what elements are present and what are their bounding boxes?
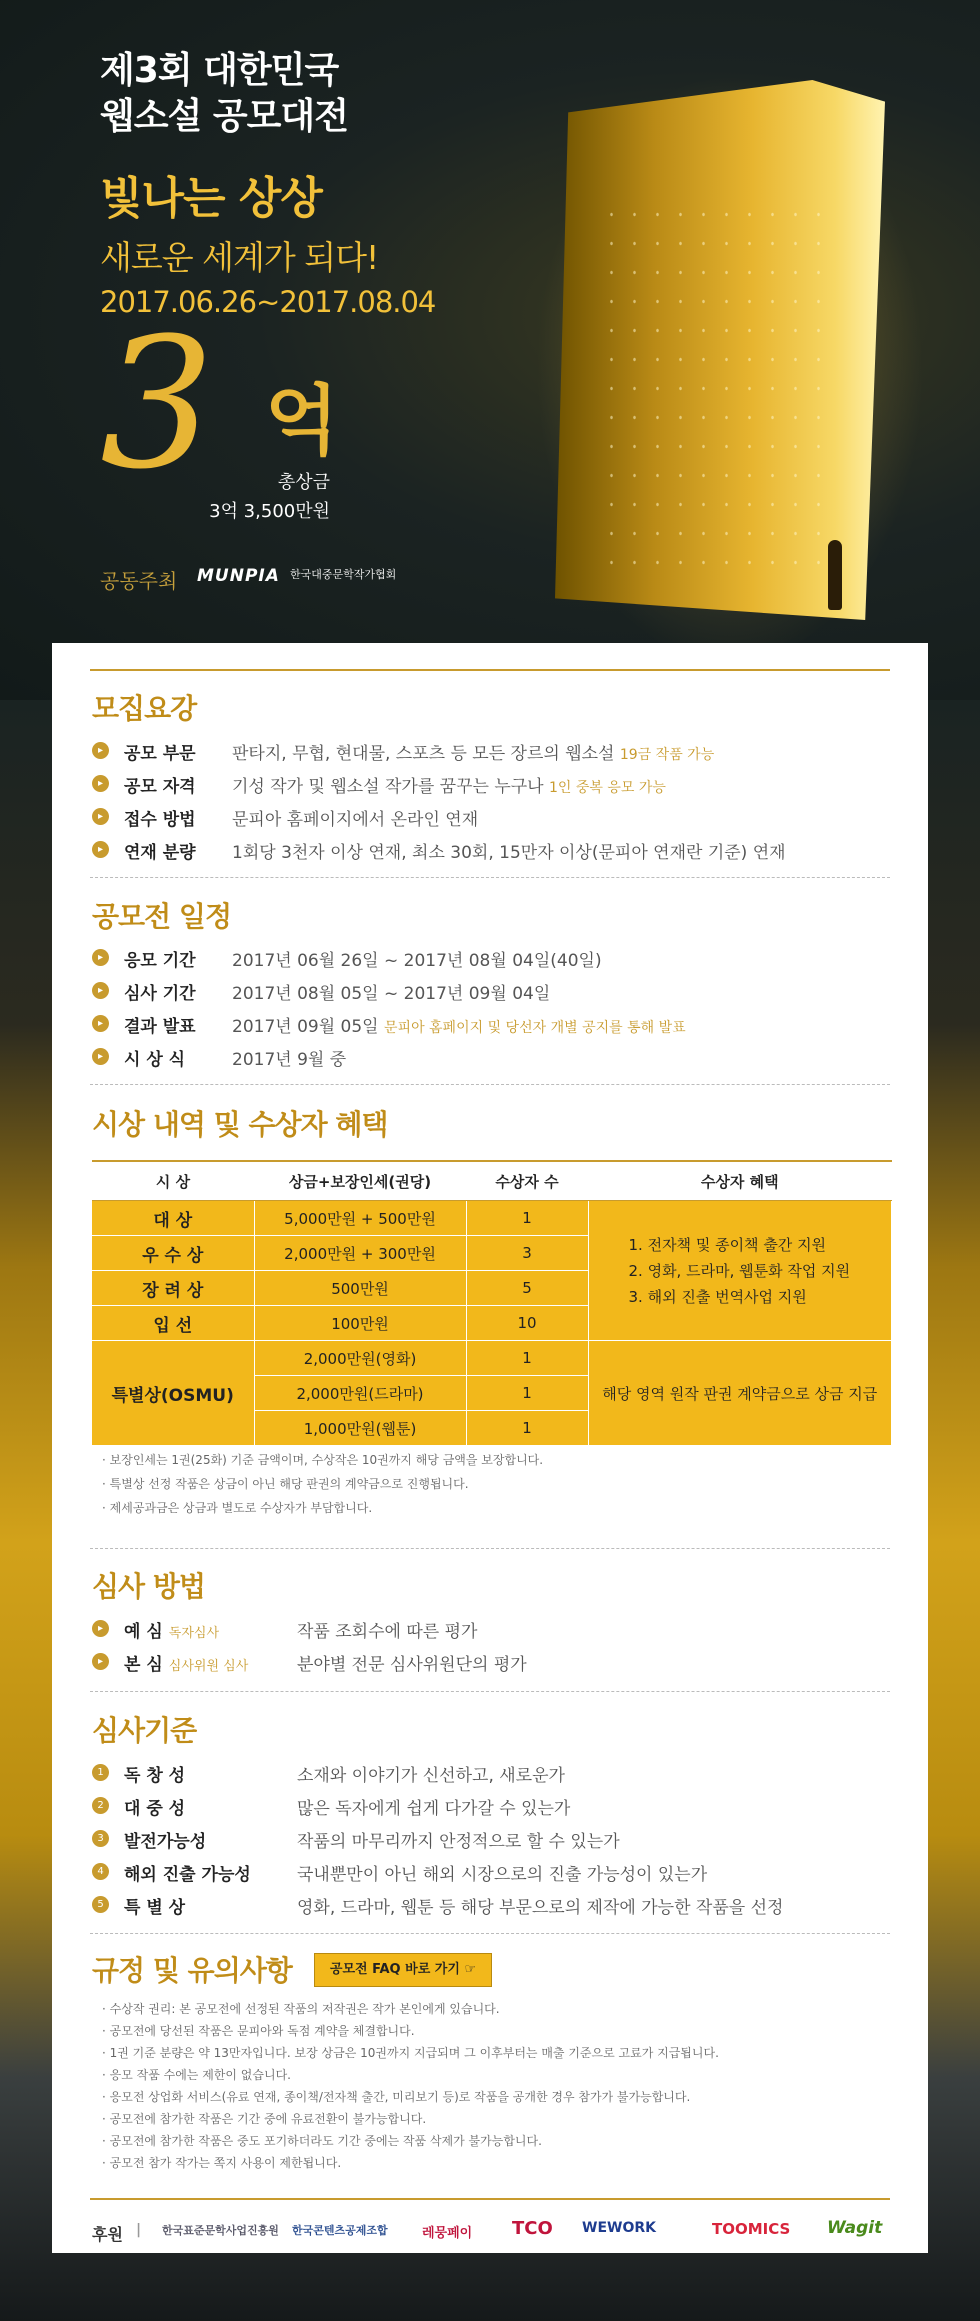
criteria-label: 독 창 성 xyxy=(124,1766,186,1786)
sponsors-row xyxy=(92,2216,892,2256)
award-count: 3 xyxy=(466,1236,588,1271)
recruit-label: 공모 자격 xyxy=(124,777,196,797)
list-item: · 응모전 상업화 서비스(유료 연재, 종이책/전자책 출간, 미리보기 등)로 작품을 공개한 경우 참가가 불가능합니다. xyxy=(102,2090,691,2104)
contest-period: 2017.06.26~2017.08.04 xyxy=(100,285,436,319)
recruit-label: 연재 분량 xyxy=(124,843,196,863)
chevron-right-icon: ▸ xyxy=(92,841,109,858)
sponsor-logo[interactable]: 한국콘텐츠공제조합 xyxy=(292,2224,388,2237)
award-amount: 2,000만원(드라마) xyxy=(254,1376,466,1411)
contest-title-line1: 제3회 대한민국 xyxy=(100,50,339,91)
schedule-label: 결과 발표 xyxy=(124,1017,196,1037)
number-badge-icon: 5 xyxy=(92,1896,109,1913)
awards-table xyxy=(92,1160,892,1446)
judging-title: 심사 방법 xyxy=(92,1570,205,1603)
judging-value: 분야별 전문 심사위원단의 평가 xyxy=(297,1655,527,1675)
chevron-right-icon: ▸ xyxy=(92,1048,109,1065)
award-count: 5 xyxy=(466,1271,588,1306)
table-header: 수상자 수 xyxy=(466,1161,588,1201)
faq-link-button[interactable]: 공모전 FAQ 바로 가기 ☞ xyxy=(314,1953,492,1987)
criteria-value: 많은 독자에게 쉽게 다가갈 수 있는가 xyxy=(297,1799,571,1819)
list-item: · 1권 기준 분량은 약 13만자입니다. 보장 상금은 10권까지 지급되며 그 이후부터는 매출 기준으로 고료가 지급됩니다. xyxy=(102,2046,719,2060)
award-amount: 5,000만원 + 500만원 xyxy=(254,1201,466,1236)
recruit-label: 공모 부문 xyxy=(124,744,196,764)
prize-big-number: 3 xyxy=(100,300,215,509)
award-count: 1 xyxy=(466,1201,588,1236)
award-name: 장 려 상 xyxy=(92,1271,254,1306)
table-header-row xyxy=(92,1161,892,1201)
prize-unit: 억 xyxy=(265,376,339,465)
schedule-value: 2017년 9월 중 xyxy=(232,1050,347,1070)
sponsor-logo[interactable]: Wagit xyxy=(827,2218,883,2238)
chevron-right-icon: ▸ xyxy=(92,742,109,759)
award-amount: 1,000만원(웹툰) xyxy=(254,1411,466,1446)
schedule-value: 2017년 08월 05일 ~ 2017년 09월 04일 xyxy=(232,984,551,1004)
criteria-value: 국내뿐만이 아닌 해외 시장으로의 진출 가능성이 있는가 xyxy=(297,1865,708,1885)
number-badge-icon: 3 xyxy=(92,1830,109,1847)
sponsor-logo[interactable]: 한국표준문학사업진흥원 xyxy=(162,2224,279,2237)
schedule-value: 2017년 09월 05일 문피아 홈페이지 및 당선자 개별 공지를 통해 발표 xyxy=(232,1017,686,1037)
sponsor-logo[interactable]: TCO xyxy=(512,2218,553,2239)
pointer-hand-icon: ☞ xyxy=(464,1962,477,1977)
criteria-value: 소재와 이야기가 신선하고, 새로운가 xyxy=(297,1766,565,1786)
award-count: 1 xyxy=(466,1341,588,1376)
criteria-value: 영화, 드라마, 웹툰 등 해당 부문으로의 제작에 가능한 작품을 선정 xyxy=(297,1898,784,1918)
sparkle-particles xyxy=(600,200,840,580)
schedule-label: 심사 기간 xyxy=(124,984,196,1004)
list-item: · 수상작 권리: 본 공모전에 선정된 작품의 저작권은 작가 본인에게 있습니다. xyxy=(102,2002,500,2016)
chevron-right-icon: ▸ xyxy=(92,775,109,792)
sponsor-label: 후원 xyxy=(92,2225,123,2244)
total-prize-label: 총상금 xyxy=(277,472,330,493)
divider xyxy=(90,877,890,878)
slogan-sub: 새로운 세계가 되다! xyxy=(100,238,379,277)
table-row xyxy=(92,1201,892,1236)
table-header: 상금+보장인세(권당) xyxy=(254,1161,466,1201)
criteria-title: 심사기준 xyxy=(92,1714,197,1747)
judging-label: 예 심 독자심사 xyxy=(124,1622,219,1642)
table-header: 시 상 xyxy=(92,1161,254,1201)
chevron-right-icon: ▸ xyxy=(92,1653,109,1670)
award-name: 대 상 xyxy=(92,1201,254,1236)
criteria-label: 대 중 성 xyxy=(124,1799,186,1819)
list-item: · 공모전 참가 작가는 쪽지 사용이 제한됩니다. xyxy=(102,2156,342,2170)
recruit-value: 판타지, 무협, 현대물, 스포츠 등 모든 장르의 웹소설 19금 작품 가능 xyxy=(232,744,715,764)
list-item: · 공모전에 참가한 작품은 중도 포기하더라도 기간 중에는 작품 삭제가 불가능합니다. xyxy=(102,2134,542,2148)
schedule-label: 응모 기간 xyxy=(124,951,196,971)
chevron-right-icon: ▸ xyxy=(92,1620,109,1637)
number-badge-icon: 4 xyxy=(92,1863,109,1880)
table-row xyxy=(92,1341,892,1376)
judging-value: 작품 조회수에 따른 평가 xyxy=(297,1622,478,1642)
number-badge-icon: 2 xyxy=(92,1797,109,1814)
award-amount: 500만원 xyxy=(254,1271,466,1306)
separator: | xyxy=(136,2222,142,2238)
award-name: 우 수 상 xyxy=(92,1236,254,1271)
criteria-label: 해외 진출 가능성 xyxy=(124,1865,251,1885)
recruit-title: 모집요강 xyxy=(92,692,197,725)
hero-title-block xyxy=(100,48,435,319)
recruit-value: 문피아 홈페이지에서 온라인 연재 xyxy=(232,810,479,830)
number-badge-icon: 1 xyxy=(92,1764,109,1781)
judging-label: 본 심 심사위원 심사 xyxy=(124,1655,249,1675)
chevron-right-icon: ▸ xyxy=(92,808,109,825)
munpia-logo: MUNPIA xyxy=(197,566,280,586)
award-count: 1 xyxy=(466,1376,588,1411)
award-amount: 100만원 xyxy=(254,1306,466,1341)
top-rule xyxy=(90,669,890,671)
list-item: · 공모전에 당선된 작품은 문피아와 독점 계약을 체결합니다. xyxy=(102,2024,415,2038)
award-count: 1 xyxy=(466,1411,588,1446)
award-amount: 2,000만원 + 300만원 xyxy=(254,1236,466,1271)
chevron-right-icon: ▸ xyxy=(92,949,109,966)
award-amount: 2,000만원(영화) xyxy=(254,1341,466,1376)
special-award-benefit: 해당 영역 원작 판권 계약금으로 상금 지급 xyxy=(588,1341,892,1446)
sponsor-logo[interactable]: 레뭉페이 xyxy=(422,2226,473,2241)
criteria-label: 발전가능성 xyxy=(124,1832,207,1852)
schedule-label: 시 상 식 xyxy=(124,1050,186,1070)
sponsor-logo[interactable]: WEWORK xyxy=(582,2220,656,2236)
special-award-name: 특별상(OSMU) xyxy=(92,1341,254,1446)
association-logo: 한국대중문학작가협회 xyxy=(290,568,397,581)
criteria-value: 작품의 마무리까지 안정적으로 할 수 있는가 xyxy=(297,1832,620,1852)
chevron-right-icon: ▸ xyxy=(92,982,109,999)
slogan: 빛나는 상상 xyxy=(100,173,322,224)
criteria-label: 특 별 상 xyxy=(124,1898,186,1918)
list-item: · 공모전에 참가한 작품은 기간 중에 유료전환이 불가능합니다. xyxy=(102,2112,427,2126)
bottom-rule xyxy=(90,2198,890,2200)
person-silhouette xyxy=(828,540,842,610)
recruit-value: 1회당 3천자 이상 연재, 최소 30회, 15만자 이상(문피아 연재란 기준) 연재 xyxy=(232,843,786,863)
divider xyxy=(90,1548,890,1549)
awards-notes: · 보장인세는 1권(25화) 기준 금액이며, 수상작은 10권까지 해당 금액을 보장합니다. · 특별상 선정 작품은 상금이 아닌 해당 판권의 계약금으로 진행됩니다. · 제세공과금은 상금과 별도로 수상자가 부담합니다. xyxy=(102,1453,544,1515)
chevron-right-icon: ▸ xyxy=(92,1015,109,1032)
contest-title-line2: 웹소설 공모대전 xyxy=(100,96,348,137)
sponsor-logo[interactable]: TOOMICS xyxy=(712,2220,791,2238)
recruit-label: 접수 방법 xyxy=(124,810,196,830)
hero-banner xyxy=(0,0,980,700)
total-prize-amount: 3억 3,500만원 xyxy=(209,501,330,522)
content-card xyxy=(52,643,928,2253)
table-header: 수상자 혜택 xyxy=(588,1161,892,1201)
divider xyxy=(90,1691,890,1692)
award-count: 10 xyxy=(466,1306,588,1341)
divider xyxy=(90,1084,890,1085)
recruit-value: 기성 작가 및 웹소설 작가를 꿈꾸는 누구나 1인 중복 응모 가능 xyxy=(232,777,666,797)
schedule-value: 2017년 06월 26일 ~ 2017년 08월 04일(40일) xyxy=(232,951,602,971)
schedule-title: 공모전 일정 xyxy=(92,900,231,933)
awards-title: 시상 내역 및 수상자 혜택 xyxy=(92,1108,388,1141)
host-label: 공동주최 xyxy=(100,569,178,593)
award-benefits: 1. 전자책 및 종이책 출간 지원 2. 영화, 드라마, 웹툰화 작업 지원 3. 해외 진출 번역사업 지원 xyxy=(588,1201,892,1341)
divider xyxy=(90,1933,890,1934)
rules-title: 규정 및 유의사항 xyxy=(92,1954,292,1987)
rules-list xyxy=(102,1998,719,2174)
award-name: 입 선 xyxy=(92,1306,254,1341)
list-item: · 응모 작품 수에는 제한이 없습니다. xyxy=(102,2068,291,2082)
